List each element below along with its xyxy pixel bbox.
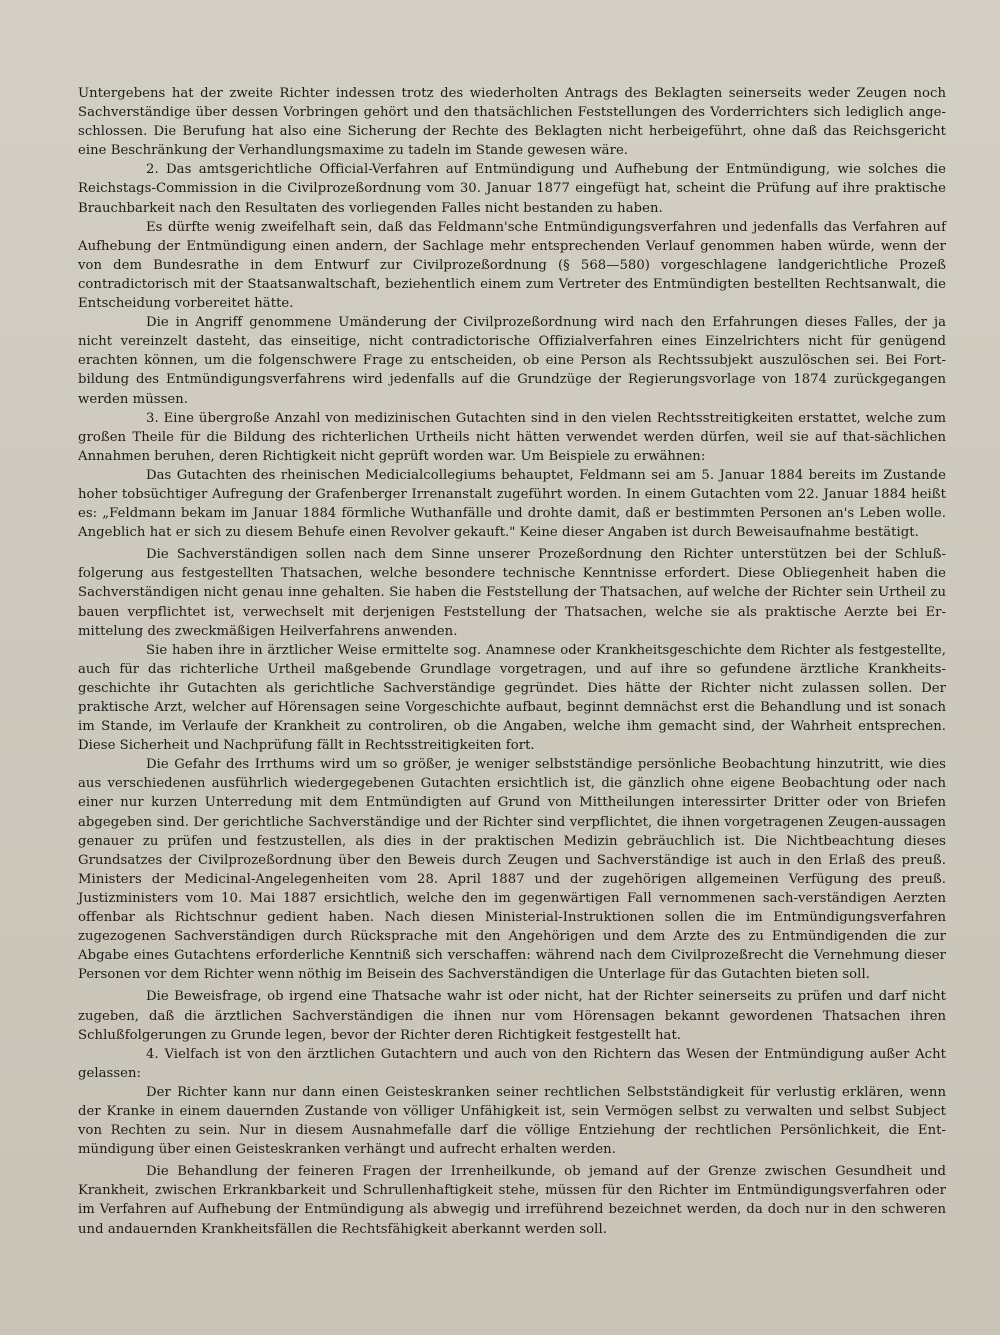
paragraph-continuation: Untergebens hat der zweite Richter indessen trotz des wiederholten Antrags des Beklagten seinerseits weder Zeugen noch Sachverständige über dessen Vorbringen gehört und den thatsächlichen Feststellungen des Vorderrichters sich lediglich ange-schlossen. Die Berufung hat also eine Sicherung der Rechte des Beklagten nicht herbeigeführt, ohne daß das Reichsgericht eine Beschränkung der Verhandlungsmaxime zu tadeln im Stande gewesen wäre.: [78, 86, 946, 159]
paragraph: Die in Angriff genommene Umänderung der Civilprozeßordnung wird nach den Erfahrungen dieses Falles, der ja nicht vereinzelt dasteht, das einseitige, nicht contradictorische Offizialverfahren eines Einzelrichters nicht für genügend erachten können, um die folgenschwere Frage zu entscheiden, ob eine Person als Rechtssubjekt auszulöschen sei. Bei Fort-bildung des Entmündigungsverfahrens wird jedenfalls auf die Grundzüge der Regierungsvorlage von 1874 zurückgegangen werden müssen.: [78, 315, 946, 407]
paragraph: Die Behandlung der feineren Fragen der Irrenheilkunde, ob jemand auf der Grenze zwischen Gesundheit und Krankheit, zwischen Erkrankbarkeit und Schrullenhaftigkeit stehe, müssen für den Richter im Entmündigungsverfahren oder im Verfahren auf Aufhebung der Entmündigung als abwegig und irreführend bezeichnet werden, da doch nur in den schweren und andauernden Krankheitsfällen die Rechtsfähigkeit aberkannt werden soll.: [78, 1164, 946, 1237]
paragraph-example: Das Gutachten des rheinischen Medicialcollegiums behauptet, Feldmann sei am 5. Januar 1884 bereits im Zustande hoher tobsüchtiger Aufregung der Grafenberger Irrenanstalt zugeführt worden. In einem Gutachten vom 22. Januar 1884 heißt es: „Feldmann bekam im Januar 1884 förmliche Wuthanfälle und drohte damit, daß er bestimmten Personen an's Leben wolle. Angeblich hat er sich zu diesem Behufe einen Revolver gekauft." Keine dieser Angaben ist durch Beweisaufnahme bestätigt.: [78, 467, 946, 541]
paragraph: Es dürfte wenig zweifelhaft sein, daß das Feldmann'sche Entmündigungsverfahren und jedenfalls das Verfahren auf Aufhebung der Entmündigung einen andern, der Sachlage mehr entsprechenden Verlauf genommen haben würde, wenn der von dem Bundesrathe in dem Entwurf zur Civilprozeßordnung (§ 568—580) vorgeschlagene landgerichtliche Prozeß contradictorisch mit der Staatsanwaltschaft, beziehentlich einem zum Vertreter des Entmündigten bestellten Rechtsanwalt, die Entscheidung vorbereitet hätte.: [78, 219, 946, 312]
paragraph-section-3: 3. Eine übergroße Anzahl von medizinischen Gutachten sind in den vielen Rechtsstreitigkeiten erstattet, welche zum großen Theile für die Bildung des richterlichen Urtheils nicht hätten verwendet werden dürfen, weil sie auf that-sächlichen Annahmen beruhen, deren Richtigkeit nicht geprüft worden war. Um Beispiele zu erwähnen:: [78, 410, 946, 464]
paragraph: Sie haben ihre in ärztlicher Weise ermittelte sog. Anamnese oder Krankheitsgeschichte dem Richter als festgestellte, auch für das richterliche Urtheil maßgebende Grundlage vorgetragen, und auf ihre so gefundene ärztliche Krankheits-geschichte ihr Gutachten als gerichtliche Sachverständige gegründet. Dies hätte der Richter nicht zulassen sollen. Der praktische Arzt, welcher auf Hörensagen seine Vorgeschichte aufbaut, beginnt demnächst erst die Behandlung und ist sonach im Stande, im Verlaufe der Krankheit zu controliren, ob die Angaben, welche ihm gemacht sind, der Wahrheit entsprechen. Diese Sicherheit und Nachprüfung fällt in Rechtsstreitigkeiten fort.: [78, 642, 946, 754]
paragraph-section-4: 4. Vielfach ist von den ärztlichen Gutachtern und auch von den Richtern das Wesen der Entmündigung außer Acht gelassen:: [78, 1046, 946, 1081]
body-text: [78, 84, 946, 1239]
paragraph: Die Sachverständigen sollen nach dem Sinne unserer Prozeßordnung den Richter unterstützen bei der Schluß-folgerung aus festgestellten Thatsachen, welche besondere technische Kenntnisse erfordert. Diese Obliegenheit haben die Sachverständigen nicht genau inne gehalten. Sie haben die Feststellung der Thatsachen, auf welche der Richter sein Urtheil zu bauen verpflichtet ist, verwechselt mit derjenigen Feststellung der Thatsachen, welche sie als praktische Aerzte bei Er-mittelung des zweckmäßigen Heilverfahrens anwenden.: [78, 547, 946, 639]
paragraph: Die Gefahr des Irrthums wird um so größer, je weniger selbstständige persönliche Beobachtung hinzutritt, wie dies aus verschiedenen ausführlich wiedergegebenen Gutachten ersichtlich ist, die gänzlich ohne eigene Beobachtung oder nach einer nur kurzen Unterredung mit dem Entmündigten auf Grund von Mittheilungen interessirter Dritter oder von Briefen abgegeben sind. Der gerichtliche Sachverständige und der Richter sind verpflichtet, die ihnen vorgetragenen Zeugen-aussagen genauer zu prüfen und festzustellen, als dies in der praktischen Medizin gebräuchlich ist. Die Nichtbeachtung dieses Grundsatzes der Civilprozeßordnung über den Beweis durch Zeugen und Sachverständige ist auch in den Erlaß des preuß. Ministers der Medicinal-Angelegenheiten vom 28. April 1887 und der zugehörigen allgemeinen Verfügung des preuß. Justizministers vom 10. Mai 1887 ersichtlich, welche den im gegenwärtigen Fall vernommenen sach-verständigen Aerzten offenbar als Richtschnur gedient haben. Nach diesen Ministerial-Instruktionen sollen die im Entmündigungsverfahren zugezogenen Sachverständigen durch Rücksprache mit den Angehörigen und dem Arzte des zu Entmündigenden die zur Abgabe eines Gutachtens erforderliche Kenntniß sich verschaffen: während nach dem Civilprozeßrecht die Vernehmung dieser Personen vor dem Richter wenn nöthig im Beisein des Sachverständigen die Unterlage für das Gutachten bieten soll.: [78, 757, 946, 983]
paragraph-section-2: 2. Das amtsgerichtliche Official-Verfahren auf Entmündigung und Aufhebung der Entmündigung, wie solches die Reichstags-Commission in die Civilprozeßordnung vom 30. Januar 1877 eingefügt hat, scheint die Prüfung auf ihre praktische Brauchbarkeit nach den Resultaten des vorliegenden Falles nicht bestanden zu haben.: [78, 162, 946, 216]
paragraph: Die Beweisfrage, ob irgend eine Thatsache wahr ist oder nicht, hat der Richter seinerseits zu prüfen und darf nicht zugeben, daß die ärztlichen Sachverständigen die ihnen nur vom Hörensagen bekannt gewordenen Thatsachen ihren Schlußfolgerungen zu Grunde legen, bevor der Richter deren Richtigkeit festgestellt hat.: [78, 989, 946, 1043]
paragraph: Der Richter kann nur dann einen Geisteskranken seiner rechtlichen Selbstständigkeit für verlustig erklären, wenn der Kranke in einem dauernden Zustande von völliger Unfähigkeit ist, sein Vermögen selbst zu verwalten und selbst Subject von Rechten zu sein. Nur in diesem Ausnahmefalle darf die völlige Entziehung der rechtlichen Persönlichkeit, die Ent-mündigung über einen Geisteskranken verhängt und aufrecht erhalten werden.: [78, 1084, 946, 1158]
